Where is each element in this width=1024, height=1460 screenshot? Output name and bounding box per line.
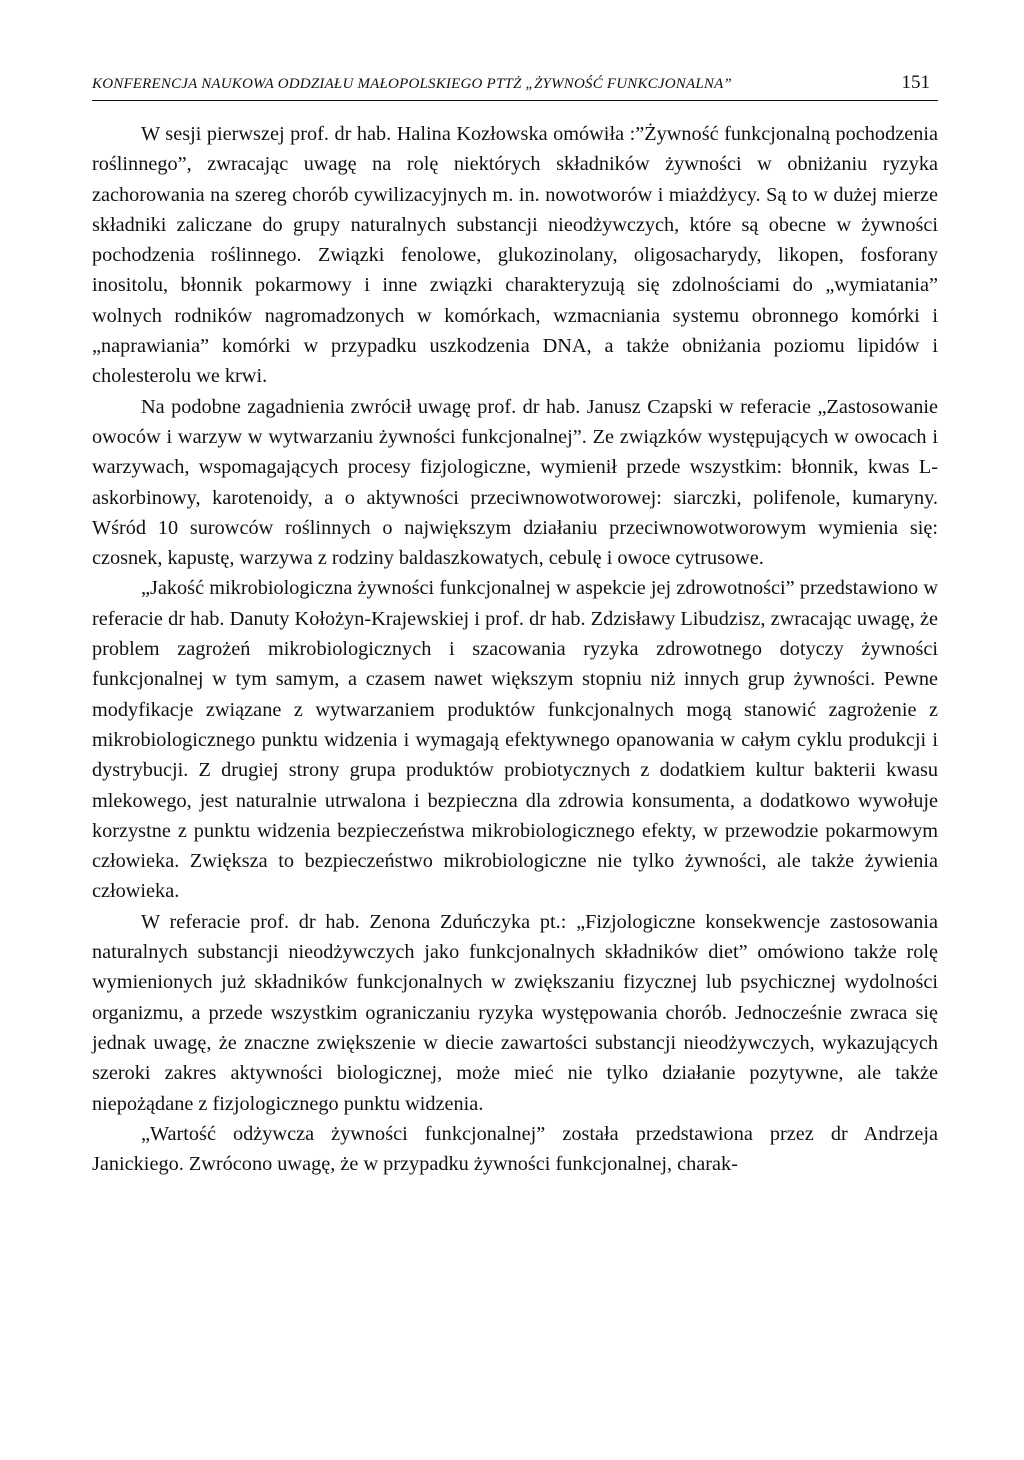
running-header-title: KONFERENCJA NAUKOWA ODDZIAŁU MAŁOPOLSKIEGO PTTŻ „ŻYWNOŚĆ FUNKCJONALNA” (92, 76, 732, 92)
paragraph: W referacie prof. dr hab. Zenona Zduńczyka pt.: „Fizjologiczne konsekwencje zastosowania naturalnych substancji nieodżywczych jako funkcjonalnych składników diet” omówiono także rolę wymienionych już składników funkcjonalnych w zwiększaniu fizycznej lub psychicznej wydolności organizmu, a przede wszystkim ograniczaniu ryzyka występowania chorób. Jednocześnie zwraca się jednak uwagę, że znaczne zwiększenie w diecie zawartości substancji nieodżywczych, wykazujących szeroki zakres aktywności biologicznej, może mieć nie tylko działanie pozytywne, ale także niepożądane z fizjologicznego punktu widzenia. (92, 910, 938, 1115)
paragraph: Na podobne zagadnienia zwrócił uwagę prof. dr hab. Janusz Czapski w referacie „Zastosowanie owoców i warzyw w wytwarzaniu żywności funkcjonalnej”. Ze związków występujących w owocach i warzywach, wspomagających procesy fizjologiczne, wymienił przede wszystkim: błonnik, kwas L-askorbinowy, karotenoidy, a o aktywności przeciwnowotworowej: siarczki, polifenole, kumaryny. Wśród 10 surowców roślinnych o największym działaniu przeciwnowotworowym wymienia się: czosnek, kapustę, warzywa z rodziny baldaszkowatych, cebulę i owoce cytrusowe. (92, 395, 938, 570)
running-header (92, 72, 938, 101)
paragraph: W sesji pierwszej prof. dr hab. Halina Kozłowska omówiła :”Żywność funkcjonalną pochodzenia roślinnego”, zwracając uwagę na rolę niektórych składników żywności w obniżaniu ryzyka zachorowania na szereg chorób cywilizacyjnych m. in. nowotworów i miażdżycy. Są to w dużej mierze składniki zaliczane do grupy naturalnych substancji nieodżywczych, które są obecne w żywności pochodzenia roślinnego. Związki fenolowe, glukozinolany, oligosacharydy, likopen, fosforany inositolu, błonnik pokarmowy i inne związki charakteryzują się zdolnościami do „wymiatania” wolnych rodników nagromadzonych w komórkach, wzmacniania systemu obronnego komórki i „naprawiania” komórki w przypadku uszkodzenia DNA, a także obniżania poziomu lipidów i cholesterolu we krwi. (92, 123, 938, 388)
body-text (92, 119, 938, 1179)
document-page (92, 72, 938, 1179)
paragraph: „Wartość odżywcza żywności funkcjonalnej” została przedstawiona przez dr Andrzeja Janickiego. Zwrócono uwagę, że w przypadku żywności funkcjonalnej, charak- (92, 1122, 938, 1176)
paragraph: „Jakość mikrobiologiczna żywności funkcjonalnej w aspekcie jej zdrowotności” przedstawiono w referacie dr hab. Danuty Kołożyn-Krajewskiej i prof. dr hab. Zdzisławy Libudzisz, zwracając uwagę, że problem zagrożeń mikrobiologicznych i szacowania ryzyka zdrowotnego dotyczy żywności funkcjonalnej w tym samym, a czasem nawet większym stopniu niż innych grup żywności. Pewne modyfikacje związane z wytwarzaniem produktów funkcjonalnych mogą stanowić zagrożenie z mikrobiologicznego punktu widzenia i wymagają efektywnego opanowania w całym cyklu produkcji i dystrybucji. Z drugiej strony grupa produktów probiotycznych z dodatkiem kultur bakterii kwasu mlekowego, jest naturalnie utrwalona i bezpieczna dla zdrowia konsumenta, a dodatkowo wywołuje korzystne z punktu widzenia bezpieczeństwa mikrobiologicznego efekty, w przewodzie pokarmowym człowieka. Zwiększa to bezpieczeństwo mikrobiologiczne nie tylko żywności, ale także żywienia człowieka. (92, 577, 938, 903)
page-number: 151 (901, 72, 930, 93)
